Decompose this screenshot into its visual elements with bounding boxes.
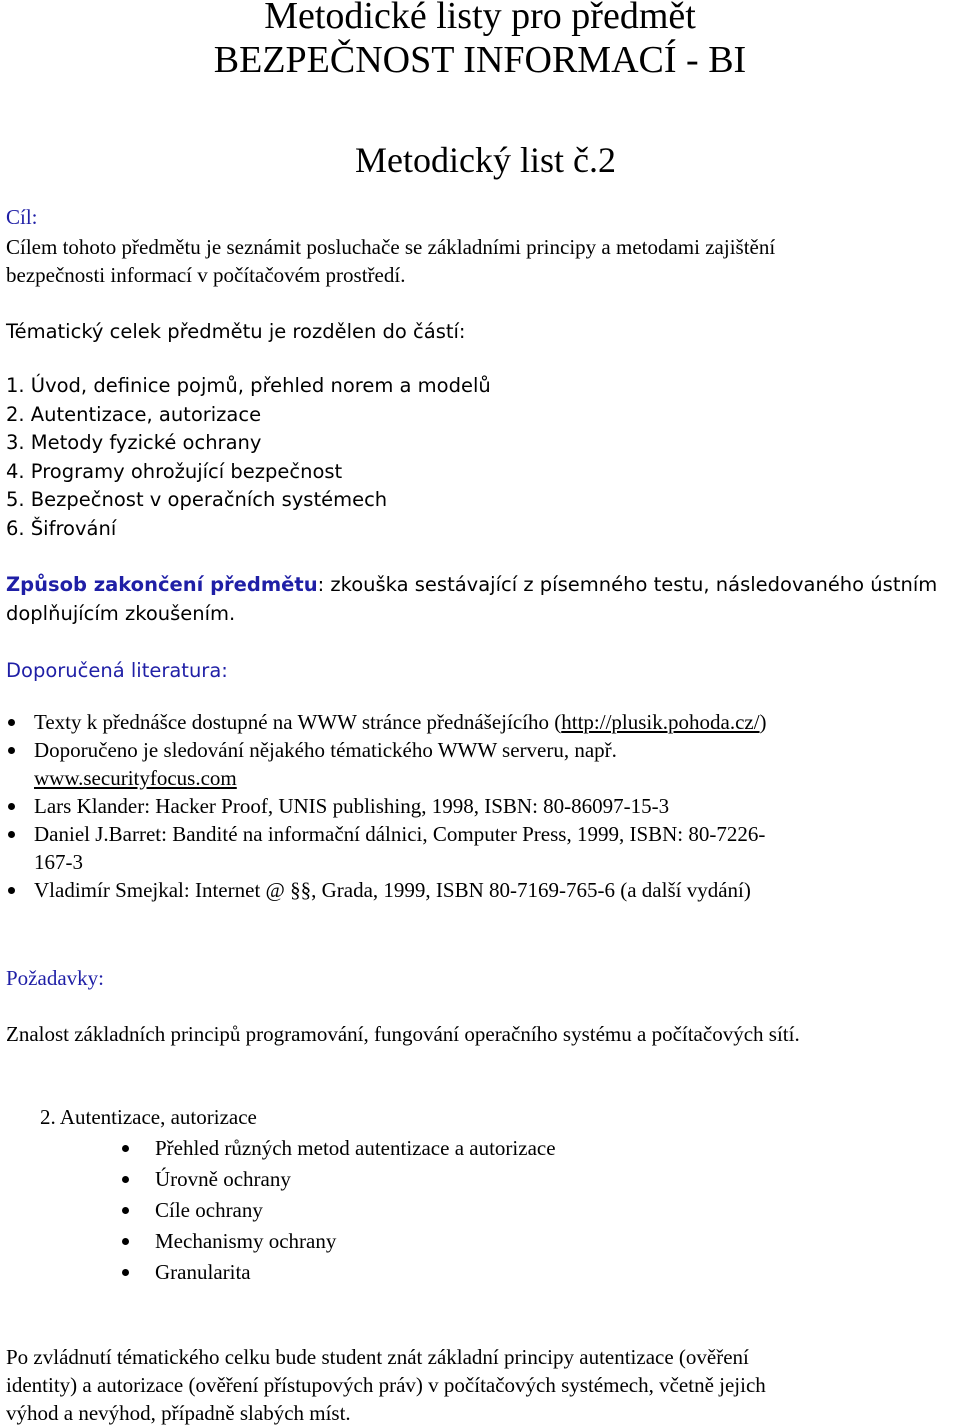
literature-item-end: )	[759, 710, 767, 734]
section2	[40, 1102, 556, 1288]
document-title-line1: Metodické listy pro předmět	[264, 0, 696, 37]
completion-text: : zkouška sestávající z písemného testu, následovaného ústním	[317, 573, 938, 596]
literature-list	[6, 708, 936, 904]
goal-label: Cíl:	[6, 205, 38, 229]
section2-item: Mechanismy ochrany	[40, 1226, 556, 1257]
section2-item: Cíle ochrany	[40, 1195, 556, 1226]
topic-item: 5. Bezpečnost v operačních systémech	[6, 488, 388, 511]
outcome-line2: identity) a autorizace (ověření přístupových práv) v počítačových systémech, včetně jejich	[6, 1373, 766, 1397]
completion-line2: doplňujícím zkoušením.	[6, 602, 236, 625]
literature-item: Lars Klander: Hacker Proof, UNIS publishing, 1998, ISBN: 80-86097-15-3	[6, 792, 936, 820]
goal-text-line1: Cílem tohoto předmětu je seznámit posluchače se základními principy a metodami zajištění	[6, 235, 776, 259]
document-title	[0, 0, 960, 82]
topic-item: 4. Programy ohrožující bezpečnost	[6, 459, 343, 483]
literature-item	[6, 736, 936, 792]
topics-list	[6, 372, 491, 543]
securityfocus-link[interactable]: www.securityfocus.com	[34, 766, 237, 790]
literature-item-text: 167-3	[34, 850, 83, 874]
section2-item: Přehled různých metod autentizace a autorizace	[40, 1133, 556, 1164]
document-title-line2: BEZPEČNOST INFORMACÍ - BI	[213, 39, 747, 81]
literature-item-text: Daniel J.Barret: Bandité na informační dálnici, Computer Press, 1999, ISBN: 80-7226-	[34, 822, 766, 846]
literature-item	[6, 708, 936, 736]
section2-heading: 2. Autentizace, autorizace	[40, 1105, 257, 1129]
outcome-line1: Po zvládnutí tématického celku bude student znát základní principy autentizace (ověření	[6, 1345, 749, 1369]
requirements-label: Požadavky:	[6, 966, 104, 990]
requirements-text: Znalost základních principů programování, fungování operačního systému a počítačových sítí.	[6, 1022, 800, 1046]
section2-list	[40, 1133, 556, 1288]
literature-item-text: Doporučeno je sledování nějakého tématického WWW serveru, např.	[34, 738, 617, 762]
section2-item: Úrovně ochrany	[40, 1164, 556, 1195]
topic-item: 6. Šifrování	[6, 516, 117, 540]
topic-item: 1. Úvod, definice pojmů, přehled norem a modelů	[6, 374, 491, 397]
outcome-line3: výhod a nevýhod, případně slabých míst.	[6, 1401, 351, 1425]
completion-line1	[6, 571, 937, 599]
literature-item-text: Texty k přednášce dostupné na WWW stránce přednášejícího (	[34, 710, 562, 734]
literature-label: Doporučená literatura:	[6, 659, 228, 682]
goal-text-line2: bezpečnosti informací v počítačovém prostředí.	[6, 263, 406, 287]
completion-label: Způsob zakončení předmětu	[6, 573, 318, 596]
section2-item: Granularita	[40, 1257, 556, 1288]
sheet-subtitle: Metodický list č.2	[355, 140, 616, 180]
literature-item: Vladimír Smejkal: Internet @ §§, Grada, 1999, ISBN 80-7169-765-6 (a další vydání)	[6, 876, 936, 904]
plusik-link[interactable]: http://plusik.pohoda.cz/	[561, 710, 760, 734]
topics-intro: Tématický celek předmětu je rozdělen do částí:	[6, 320, 466, 343]
topic-item: 3. Metody fyzické ochrany	[6, 431, 262, 454]
literature-item	[6, 820, 936, 876]
topic-item: 2. Autentizace, autorizace	[6, 402, 262, 426]
